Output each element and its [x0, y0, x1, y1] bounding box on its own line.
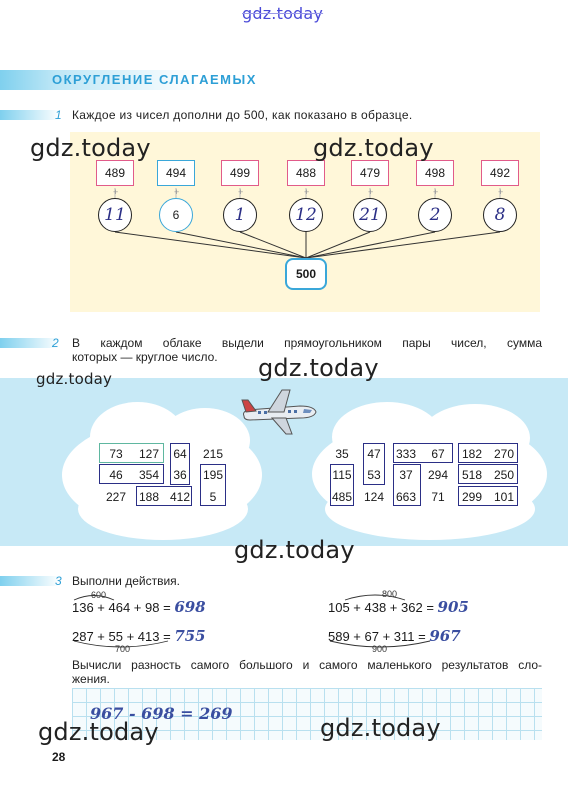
expression-text: 287 + 55 + 413 =	[72, 629, 171, 644]
expression-answer[interactable]: 698	[174, 598, 206, 616]
cloud-number: 294	[427, 468, 449, 482]
cloud-number: 182	[461, 447, 483, 461]
task2-instruction-line2: которых — круглое число.	[72, 350, 218, 364]
task1-target-box: 500	[285, 258, 327, 290]
task1-number-box: 498	[416, 160, 454, 186]
plus-sign: +	[238, 187, 244, 197]
cloud-number: 101	[493, 490, 515, 504]
plus-sign: +	[433, 187, 439, 197]
plus-sign: +	[174, 187, 180, 197]
watermark-small-left: gdz.today	[36, 370, 113, 388]
expression-answer[interactable]: 755	[174, 627, 206, 645]
cloud-number: 5	[209, 490, 217, 504]
task3-question-line1: Вычисли разность самого большого и самого маленького результатов сло-	[72, 658, 542, 672]
plus-sign: +	[368, 187, 374, 197]
section-title: ОКРУГЛЕНИЕ СЛАГАЕМЫХ	[52, 72, 257, 87]
cloud-number: 64	[173, 447, 187, 461]
cloud-number: 663	[395, 490, 417, 504]
task2-instruction-line1: В каждом облаке выдели прямоугольником пары чисел, сумма	[72, 336, 542, 350]
cloud-number: 485	[331, 490, 353, 504]
task1-answer-circle[interactable]: 1	[223, 198, 257, 232]
expression	[72, 598, 206, 616]
cloud-number: 227	[105, 490, 127, 504]
task1-answer-circle-sample: 6	[159, 198, 193, 232]
watermark-bottom-right: gdz.today	[320, 714, 441, 742]
cloud-number: 127	[138, 447, 160, 461]
cloud-number: 215	[202, 447, 224, 461]
expression-text: 589 + 67 + 311 =	[328, 629, 426, 644]
task1-number-box: 479	[351, 160, 389, 186]
cloud-number: 46	[109, 468, 123, 482]
cloud-number: 35	[335, 447, 349, 461]
hint-number: 800	[382, 589, 398, 599]
task1-answer-circle[interactable]: 2	[418, 198, 452, 232]
task1-number-box: 488	[287, 160, 325, 186]
cloud-number: 53	[367, 468, 381, 482]
cloud-number: 412	[169, 490, 191, 504]
task1-answer-circle[interactable]: 12	[289, 198, 323, 232]
cloud-number: 36	[173, 468, 187, 482]
cloud-number: 124	[363, 490, 385, 504]
page-number: 28	[52, 750, 66, 764]
expression	[328, 598, 469, 616]
cloud-number: 250	[493, 468, 515, 482]
plus-sign: +	[113, 187, 119, 197]
task1-answer-circle[interactable]: 11	[98, 198, 132, 232]
cloud-number: 67	[431, 447, 445, 461]
plus-sign: +	[498, 187, 504, 197]
cloud-number: 270	[493, 447, 515, 461]
cloud-number: 195	[202, 468, 224, 482]
watermark-center: gdz.today	[258, 354, 379, 382]
cloud-number: 37	[399, 468, 413, 482]
cloud-number: 115	[332, 468, 352, 482]
task1-number-box: 492	[481, 160, 519, 186]
task1-number-box-sample: 494	[157, 160, 195, 186]
cloud-number: 71	[431, 490, 445, 504]
task1-answer-circle[interactable]: 21	[353, 198, 387, 232]
expression-answer[interactable]: 967	[429, 627, 461, 645]
hint-number: 700	[115, 644, 131, 654]
watermark-mid-left: gdz.today	[30, 134, 151, 162]
task3-solution[interactable]: 967 - 698 = 269	[90, 704, 233, 723]
task1-number-box: 499	[221, 160, 259, 186]
watermark-lower-center: gdz.today	[234, 536, 355, 564]
cloud-number: 188	[138, 490, 160, 504]
cloud-number: 47	[367, 447, 381, 461]
task1-number-box: 489	[96, 160, 134, 186]
task1-number: 1	[55, 108, 62, 122]
hint-number: 600	[91, 590, 107, 600]
watermark-top: gdz.today	[242, 4, 324, 23]
watermark-mid-right: gdz.today	[313, 134, 434, 162]
cloud-number: 299	[461, 490, 483, 504]
watermark-bottom-left: gdz.today	[38, 718, 159, 746]
task3-question-line2: жения.	[72, 672, 110, 686]
expression-text: 105 + 438 + 362 =	[328, 600, 434, 615]
task1-answer-circle[interactable]: 8	[483, 198, 517, 232]
cloud-number: 73	[109, 447, 123, 461]
expression	[328, 627, 461, 645]
task1-instruction: Каждое из чисел дополни до 500, как показано в образце.	[72, 108, 413, 122]
cloud-number: 518	[461, 468, 483, 482]
task3-number: 3	[55, 574, 62, 588]
expression-text: 136 + 464 + 98 =	[72, 600, 171, 615]
cloud-number: 333	[395, 447, 417, 461]
task2-number: 2	[52, 336, 59, 350]
task3-instruction: Выполни действия.	[72, 574, 180, 588]
cloud-number: 354	[138, 468, 160, 482]
plus-sign: +	[304, 187, 310, 197]
hint-number: 900	[372, 644, 388, 654]
expression	[72, 627, 206, 645]
expression-answer[interactable]: 905	[437, 598, 469, 616]
